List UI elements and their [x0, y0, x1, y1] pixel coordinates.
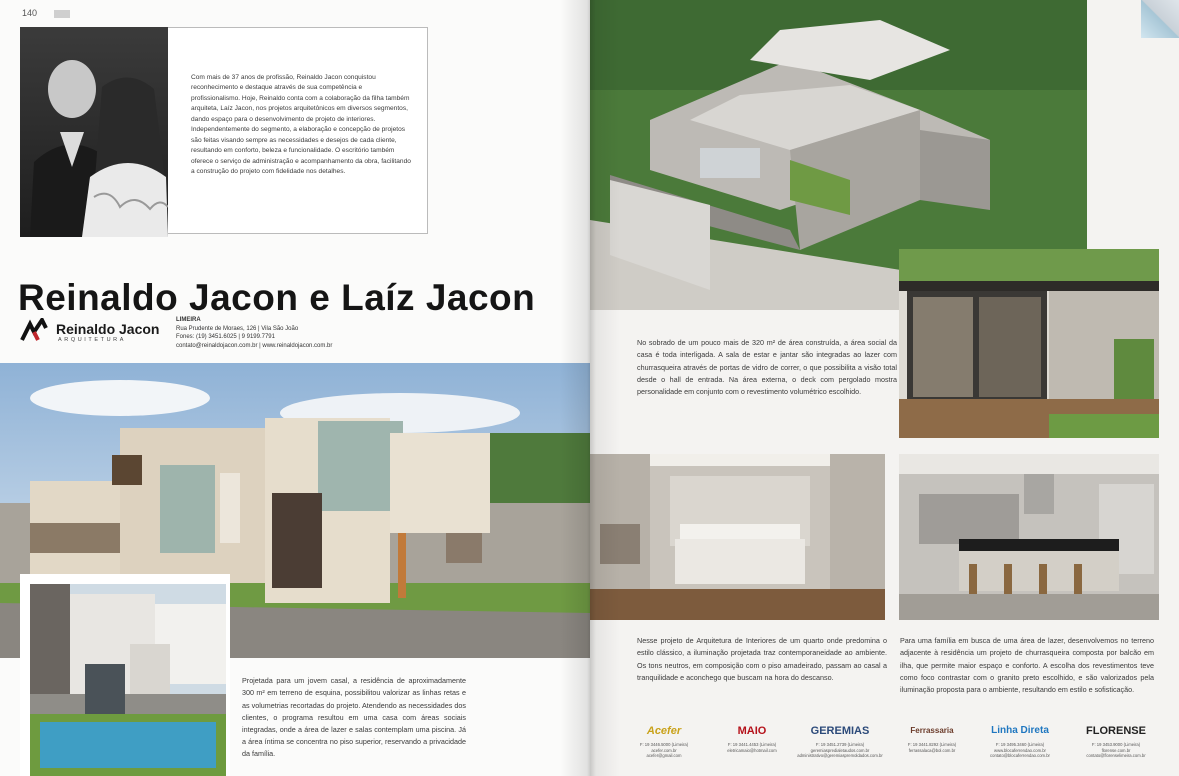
- contact-city: LIMEIRA: [176, 317, 201, 323]
- bio-paragraph: Com mais de 37 anos de profissão, Reinaldo Jacon conquistou reconhecimento e destaque através de sua competência e profissionalismo. Hoje, Reinaldo conta com a colaboração da filha também arquiteta, Laíz Jacon, nos projetos arquitetônicos em diversos segmentos, dando espaço para o desenvolvimento de projeto de interiores. Independentemente do segmento, a elaboração e concepção de projetos são feitas visando sempre as necessidades e desejos de cada cliente, resultando em conforto, beleza e funcionalidade. O escritório também oferece o serviço de administração e acompanhamento da obra, facilitando a construção do projeto com fidelidade nos detalhes.: [191, 73, 411, 176]
- gourmet-caption: Para uma família em busca de uma área de lazer, desenvolvemos no terreno adjacente à residência um projeto de churrasqueira composta por balcão em ilha, que permite maior espaço e conforto. A escolha dos revestimentos teve como foco contrastar com o granito preto escolhido, e são valorizados pela iluminação proposta para o ambiente, resultando em estilo e sofisticação.: [900, 636, 1154, 694]
- sobrado-caption: No sobrado de um pouco mais de 320 m² de área construída, a área social da casa é toda interligada. A sala de estar e jantar são integradas ao lazer com churrasqueira através de portas de vidro de correr, o que possibilita a visão total desde o hall de entrada. Na área externa, o deck com pergolado mostra personalidade em conjunto com o revestimento volumétrico escolhido.: [637, 338, 897, 396]
- company-logo: [20, 318, 160, 344]
- page-number: 140: [22, 8, 38, 18]
- gourmet-area-image: [899, 454, 1159, 620]
- sponsor-florense[interactable]: FLORENSE F: 19 3453.9000 (Limeira) florense.com.br contato@florenselimeira.com.br: [1068, 720, 1164, 776]
- sponsor-linha-direta[interactable]: Linha Direta F: 19 3495.3460 (Limeira) www.blocaferrendao.com.br contato@blocaferrendao.com.br: [976, 720, 1064, 776]
- sponsor-logo: GEREMIAS: [810, 725, 870, 737]
- contact-phones: Fones: (19) 3451.6025 | 9 9199.7791: [176, 334, 275, 341]
- sponsor-logo: FLORENSE: [1086, 725, 1146, 737]
- page-title: Reinaldo Jacon e Laíz Jacon: [18, 276, 536, 318]
- page-curl: [1141, 0, 1179, 38]
- sponsor-logo: MAIO: [737, 725, 767, 737]
- architects-portrait-image: [20, 27, 168, 237]
- page-number-bar: [54, 10, 70, 18]
- contact-web: contato@reinaldojacon.com.br | www.reinaldojacon.com.br: [176, 342, 333, 349]
- logo-subtitle: ARQUITETURA: [58, 337, 127, 343]
- sponsor-logo: Acefer: [646, 725, 682, 737]
- sponsor-acefer[interactable]: Acefer F: 19 3446.5000 (Limeira) acefer.com.br acefer@gmail.com: [620, 720, 708, 776]
- bedroom-image: [590, 454, 885, 620]
- logo-name: Reinaldo Jacon: [56, 321, 160, 337]
- sponsor-geremias[interactable]: GEREMIAS F: 19 3451.2739 (Limeira) geremiaspredialetaudos.com.br administrativo@geremiaspremoldados.com.br: [796, 720, 884, 776]
- pergola-deck-image: [899, 249, 1159, 438]
- bedroom-caption: Nesse projeto de Arquitetura de Interiores de um quarto onde predomina o estilo clássico, a iluminação projetada traz contemporaneidade ao ambiente. Os tons neutros, em composição com o piso amadeirado, passam ao casal a tranquilidade e aconchego que buscam na hora do descanso.: [637, 636, 887, 682]
- house-caption: Projetada para um jovem casal, a residência de aproximadamente 300 m² em terreno de esquina, possibilitou valorizar as linhas retas e as volumetrias recortadas do projeto. Atendendo as necessidades dos clientes, o programa resultou em uma casa com áreas sociais integradas, onde a área de lazer e salas contemplam uma piscina. Já a área íntima se concentra no piso superior, reservando a privacidade da família.: [242, 676, 466, 759]
- house-pool-image-frame: [20, 574, 230, 776]
- contact-address: Rua Prudente de Moraes, 126 | Vila São João: [176, 325, 299, 332]
- sponsor-ferrassaria[interactable]: Ferrassaria F: 19 3441.8292 (Limeira) ferrassalaca@bol.com.br: [888, 720, 976, 776]
- logo-mark-icon: [20, 318, 54, 342]
- sponsor-strip: [620, 720, 1168, 776]
- contact-block: [176, 316, 332, 350]
- sponsor-logo: Ferrassaria: [910, 726, 954, 735]
- sponsor-logo: Linha Direta: [991, 725, 1049, 736]
- house-pool-image: [30, 584, 226, 776]
- right-page: [590, 0, 1179, 776]
- sponsor-maio[interactable]: MAIO F: 19 3441.4453 (Limeira) eletricamaio@hotmail.com: [708, 720, 796, 776]
